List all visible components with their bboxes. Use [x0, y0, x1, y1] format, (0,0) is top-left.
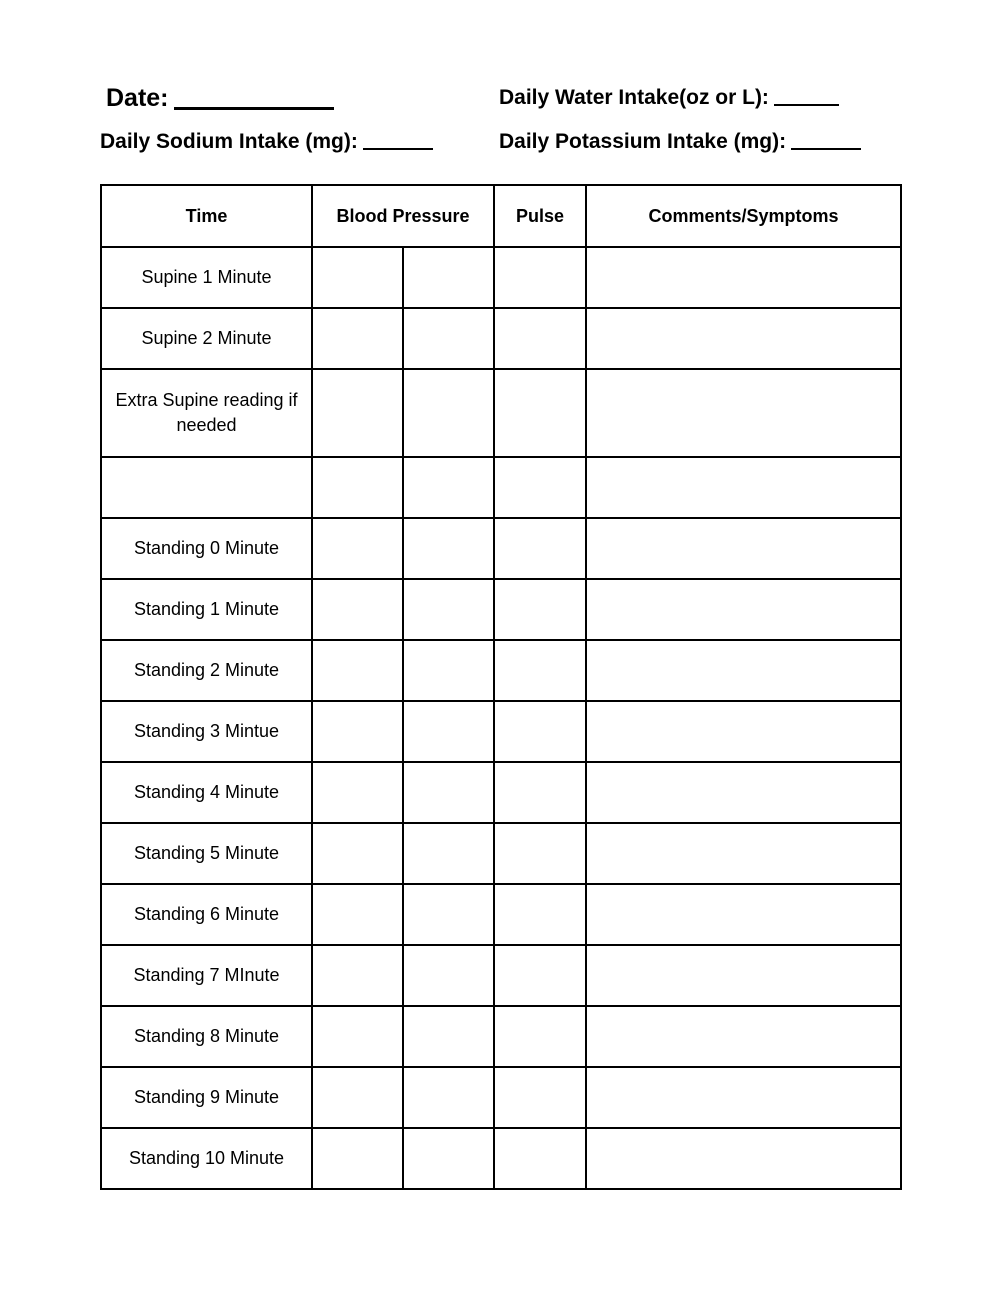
bp-diastolic-cell[interactable] — [403, 457, 494, 518]
sodium-intake-label: Daily Sodium Intake (mg): — [100, 130, 358, 153]
table-row — [101, 762, 901, 823]
time-cell: Standing 6 Minute — [101, 884, 312, 945]
time-cell: Extra Supine reading if needed — [101, 369, 312, 457]
comments-cell[interactable] — [586, 579, 901, 640]
column-header-time: Time — [101, 185, 312, 247]
bp-systolic-cell[interactable] — [312, 762, 403, 823]
water-intake-field — [499, 86, 839, 110]
table-row — [101, 1067, 901, 1128]
bp-diastolic-cell[interactable] — [403, 1067, 494, 1128]
table-row — [101, 884, 901, 945]
bp-diastolic-cell[interactable] — [403, 945, 494, 1006]
bp-diastolic-cell[interactable] — [403, 369, 494, 457]
bp-systolic-cell[interactable] — [312, 369, 403, 457]
pulse-cell[interactable] — [494, 457, 586, 518]
table-row — [101, 518, 901, 579]
bp-diastolic-cell[interactable] — [403, 823, 494, 884]
potassium-intake-field — [499, 130, 861, 154]
bp-diastolic-cell[interactable] — [403, 884, 494, 945]
comments-cell[interactable] — [586, 945, 901, 1006]
pulse-cell[interactable] — [494, 884, 586, 945]
date-blank-line[interactable] — [174, 107, 334, 110]
pulse-cell[interactable] — [494, 579, 586, 640]
time-cell: Standing 9 Minute — [101, 1067, 312, 1128]
bp-systolic-cell[interactable] — [312, 457, 403, 518]
pulse-cell[interactable] — [494, 1006, 586, 1067]
bp-diastolic-cell[interactable] — [403, 247, 494, 308]
bp-systolic-cell[interactable] — [312, 1067, 403, 1128]
comments-cell[interactable] — [586, 457, 901, 518]
bp-diastolic-cell[interactable] — [403, 308, 494, 369]
table-header-row — [101, 185, 901, 247]
date-label: Date: — [106, 84, 169, 112]
time-cell: Standing 8 Minute — [101, 1006, 312, 1067]
comments-cell[interactable] — [586, 308, 901, 369]
bp-diastolic-cell[interactable] — [403, 1128, 494, 1189]
bp-systolic-cell[interactable] — [312, 823, 403, 884]
table-row — [101, 457, 901, 518]
bp-systolic-cell[interactable] — [312, 518, 403, 579]
bp-systolic-cell[interactable] — [312, 945, 403, 1006]
comments-cell[interactable] — [586, 701, 901, 762]
sodium-intake-field — [100, 130, 433, 154]
time-cell: Standing 5 Minute — [101, 823, 312, 884]
comments-cell[interactable] — [586, 247, 901, 308]
bp-systolic-cell[interactable] — [312, 1006, 403, 1067]
pulse-cell[interactable] — [494, 518, 586, 579]
comments-cell[interactable] — [586, 762, 901, 823]
pulse-cell[interactable] — [494, 247, 586, 308]
column-header-comments: Comments/Symptoms — [586, 185, 901, 247]
pulse-cell[interactable] — [494, 1067, 586, 1128]
column-header-pulse: Pulse — [494, 185, 586, 247]
bp-diastolic-cell[interactable] — [403, 579, 494, 640]
bp-log-table — [100, 184, 902, 1190]
table-row — [101, 369, 901, 457]
pulse-cell[interactable] — [494, 945, 586, 1006]
pulse-cell[interactable] — [494, 701, 586, 762]
table-row — [101, 579, 901, 640]
comments-cell[interactable] — [586, 1128, 901, 1189]
comments-cell[interactable] — [586, 884, 901, 945]
bp-diastolic-cell[interactable] — [403, 762, 494, 823]
pulse-cell[interactable] — [494, 762, 586, 823]
time-cell — [101, 457, 312, 518]
table-row — [101, 1128, 901, 1189]
time-cell: Standing 7 MInute — [101, 945, 312, 1006]
table-row — [101, 1006, 901, 1067]
time-cell: Supine 1 Minute — [101, 247, 312, 308]
bp-systolic-cell[interactable] — [312, 884, 403, 945]
comments-cell[interactable] — [586, 1067, 901, 1128]
bp-systolic-cell[interactable] — [312, 579, 403, 640]
time-cell: Standing 3 Mintue — [101, 701, 312, 762]
bp-systolic-cell[interactable] — [312, 247, 403, 308]
comments-cell[interactable] — [586, 640, 901, 701]
bp-diastolic-cell[interactable] — [403, 701, 494, 762]
water-intake-blank-line[interactable] — [774, 104, 839, 106]
water-intake-label: Daily Water Intake(oz or L): — [499, 86, 769, 109]
bp-diastolic-cell[interactable] — [403, 1006, 494, 1067]
sodium-intake-blank-line[interactable] — [363, 148, 433, 150]
comments-cell[interactable] — [586, 823, 901, 884]
table-row — [101, 701, 901, 762]
time-cell: Standing 10 Minute — [101, 1128, 312, 1189]
time-cell: Standing 1 Minute — [101, 579, 312, 640]
table-row — [101, 823, 901, 884]
pulse-cell[interactable] — [494, 369, 586, 457]
potassium-intake-blank-line[interactable] — [791, 148, 861, 150]
pulse-cell[interactable] — [494, 308, 586, 369]
comments-cell[interactable] — [586, 1006, 901, 1067]
pulse-cell[interactable] — [494, 640, 586, 701]
pulse-cell[interactable] — [494, 823, 586, 884]
bp-systolic-cell[interactable] — [312, 308, 403, 369]
date-field — [106, 84, 334, 113]
time-cell: Standing 4 Minute — [101, 762, 312, 823]
bp-systolic-cell[interactable] — [312, 640, 403, 701]
column-header-blood-pressure: Blood Pressure — [312, 185, 494, 247]
comments-cell[interactable] — [586, 369, 901, 457]
bp-diastolic-cell[interactable] — [403, 518, 494, 579]
pulse-cell[interactable] — [494, 1128, 586, 1189]
table-row — [101, 247, 901, 308]
comments-cell[interactable] — [586, 518, 901, 579]
table-row — [101, 945, 901, 1006]
time-cell: Standing 2 Minute — [101, 640, 312, 701]
bp-diastolic-cell[interactable] — [403, 640, 494, 701]
time-cell: Standing 0 Minute — [101, 518, 312, 579]
table-row — [101, 640, 901, 701]
table-row — [101, 308, 901, 369]
bp-systolic-cell[interactable] — [312, 1128, 403, 1189]
bp-systolic-cell[interactable] — [312, 701, 403, 762]
potassium-intake-label: Daily Potassium Intake (mg): — [499, 130, 787, 153]
time-cell: Supine 2 Minute — [101, 308, 312, 369]
